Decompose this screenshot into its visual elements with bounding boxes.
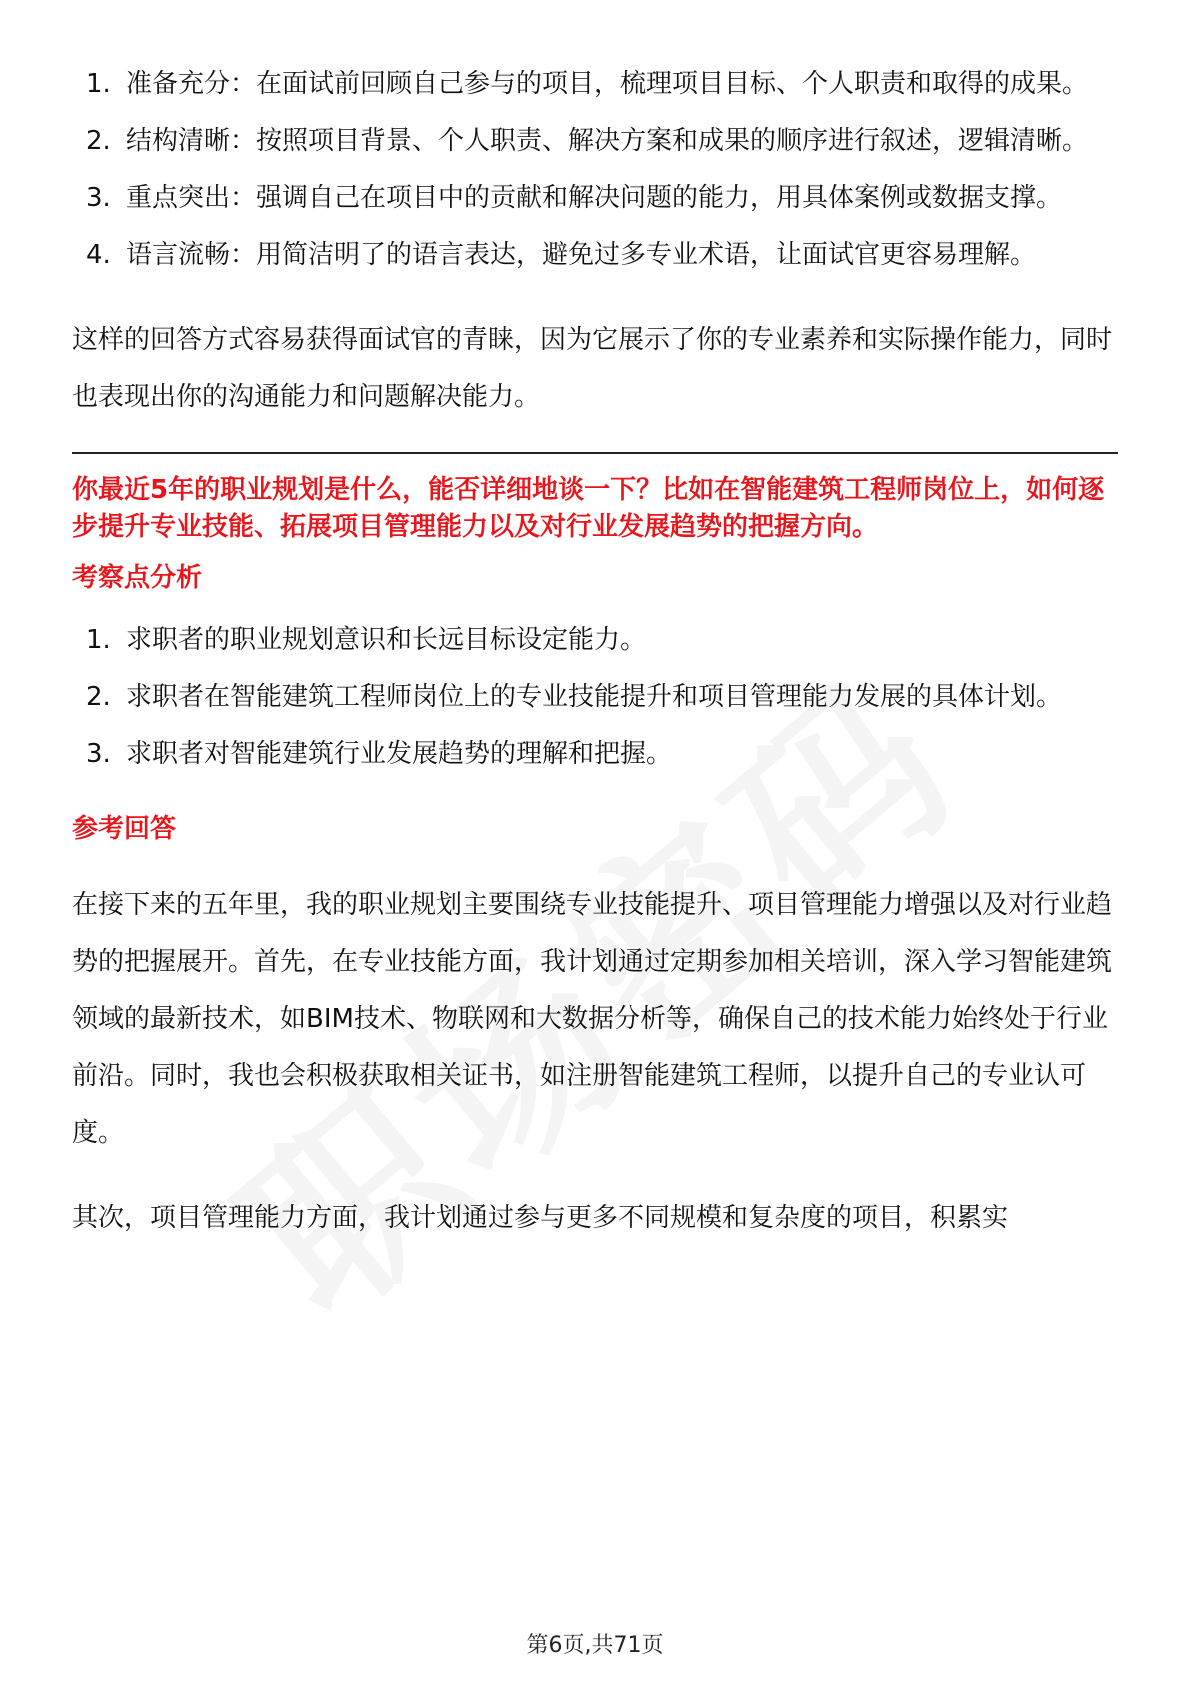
list-item: [72, 113, 1118, 170]
list-text: 结构清晰：按照项目背景、个人职责、解决方案和成果的顺序进行叙述，逻辑清晰。: [126, 126, 1089, 156]
page-footer: 第6页,共71页: [526, 1633, 664, 1658]
tips-list: [72, 56, 1118, 284]
list-number: 2.: [86, 126, 111, 156]
list-number: 3.: [86, 739, 111, 769]
content-area: [72, 56, 1118, 1247]
list-item: [72, 669, 1118, 726]
answer-paragraph: 其次，项目管理能力方面，我计划通过参与更多不同规模和复杂度的项目，积累实: [72, 1203, 1009, 1233]
list-text: 求职者对智能建筑行业发展趋势的理解和把握。: [126, 739, 673, 769]
answer-paragraph: 在接下来的五年里，我的职业规划主要围绕专业技能提升、项目管理能力增强以及对行业趋势的把握展开。首先，在专业技能方面，我计划通过定期参加相关培训，深入学习智能建筑领域的最新技术，如BIM技术、物联网和大数据分析等，确保自己的技术能力始终处于行业前沿。同时，我也会积极获取相关证书，如注册智能建筑工程师，以提升自己的专业认可度。: [72, 890, 1113, 1148]
list-number: 3.: [86, 183, 111, 213]
list-number: 4.: [86, 240, 111, 270]
list-text: 语言流畅：用简洁明了的语言表达，避免过多专业术语，让面试官更容易理解。: [126, 240, 1037, 270]
answer-heading: 参考回答: [72, 814, 177, 844]
list-item: [72, 612, 1118, 669]
list-item: [72, 227, 1118, 284]
list-text: 求职者在智能建筑工程师岗位上的专业技能提升和项目管理能力发展的具体计划。: [126, 682, 1063, 712]
question-heading: 你最近5年的职业规划是什么，能否详细地谈一下？比如在智能建筑工程师岗位上，如何逐步提升专业技能、拓展项目管理能力以及对行业发展趋势的把握方向。: [72, 475, 1105, 542]
summary-paragraph: 这样的回答方式容易获得面试官的青睐，因为它展示了你的专业素养和实际操作能力，同时也表现出你的沟通能力和问题解决能力。: [72, 325, 1113, 412]
list-item: [72, 56, 1118, 113]
list-text: 求职者的职业规划意识和长远目标设定能力。: [126, 625, 647, 655]
analysis-list: [72, 612, 1118, 783]
list-text: 准备充分：在面试前回顾自己参与的项目，梳理项目目标、个人职责和取得的成果。: [126, 69, 1089, 99]
analysis-heading: 考察点分析: [72, 563, 203, 593]
list-number: 1.: [86, 625, 111, 655]
list-number: 1.: [86, 69, 111, 99]
list-item: [72, 726, 1118, 783]
list-number: 2.: [86, 682, 111, 712]
section-divider: [72, 452, 1118, 454]
list-text: 重点突出：强调自己在项目中的贡献和解决问题的能力，用具体案例或数据支撑。: [126, 183, 1063, 213]
list-item: [72, 170, 1118, 227]
